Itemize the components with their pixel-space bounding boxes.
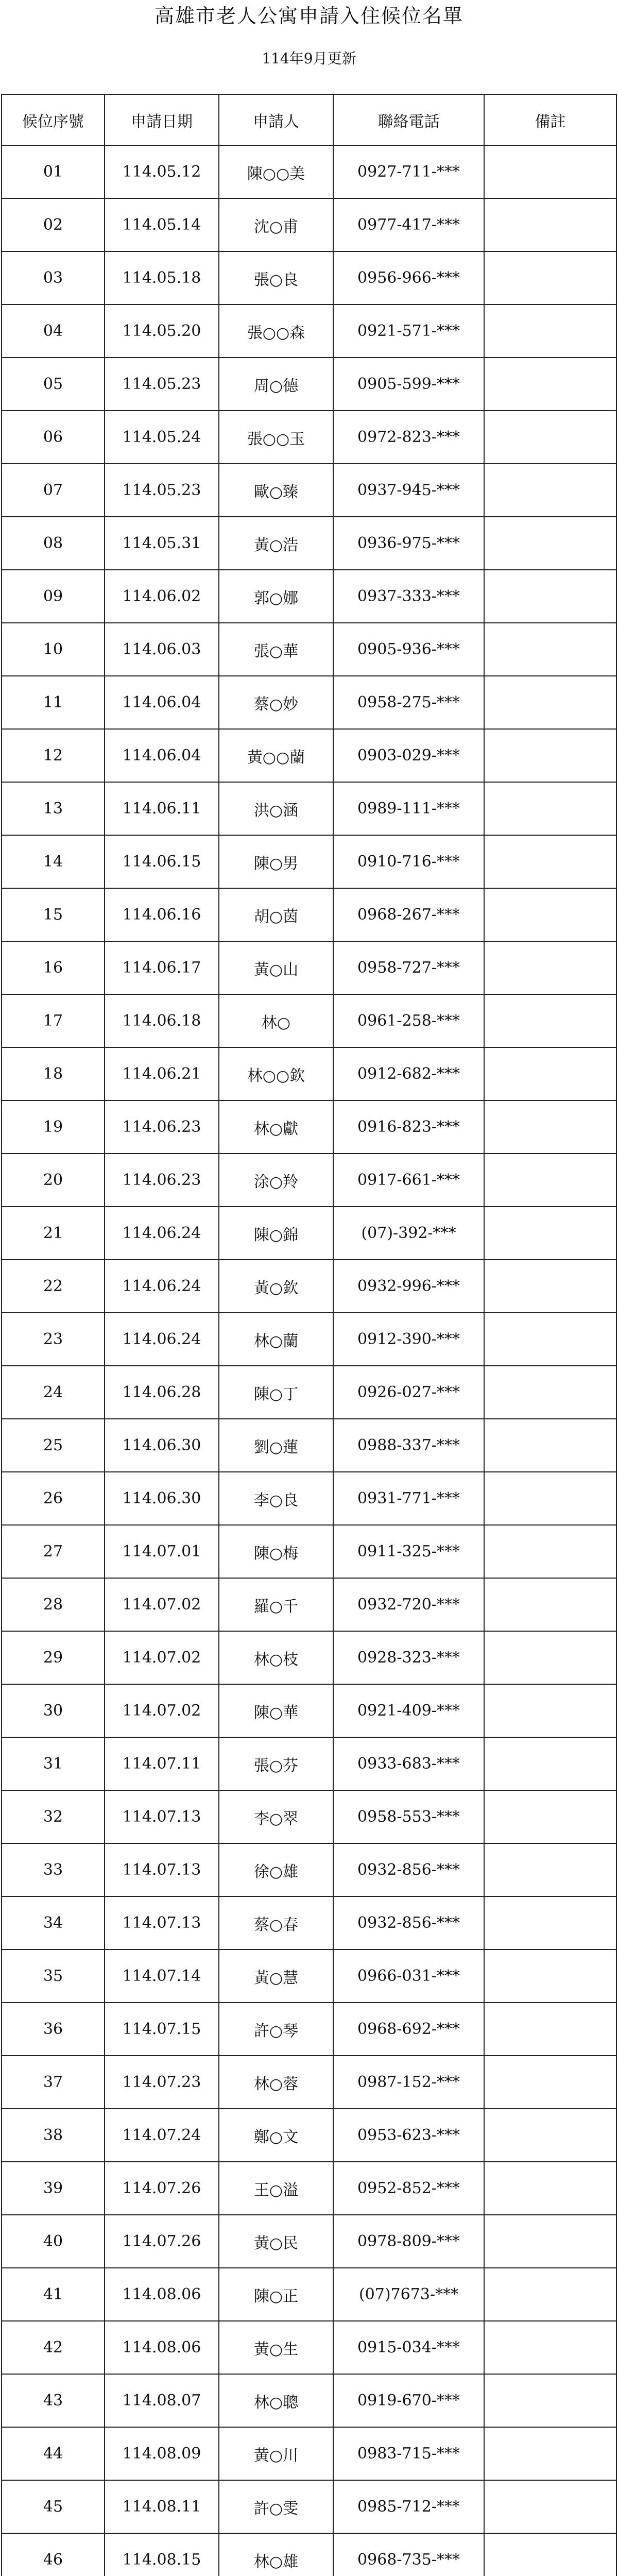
applicant-cell: 陳○華: [219, 1684, 333, 1737]
contact-phone-cell: 0961-258-***: [333, 994, 484, 1047]
table-row: [2, 1684, 616, 1737]
contact-phone-cell: 0932-996-***: [333, 1260, 484, 1313]
table-row: [2, 2374, 616, 2427]
queue-number-cell: 20: [2, 1154, 105, 1207]
table-row: [2, 835, 616, 888]
table-row: [2, 2427, 616, 2480]
contact-phone-cell: (07)7673-***: [333, 2268, 484, 2321]
application-date-cell: 114.07.01: [105, 1525, 219, 1578]
applicant-cell: 王○溢: [219, 2162, 333, 2215]
contact-phone-cell: 0933-683-***: [333, 1737, 484, 1790]
update-date-subtitle: 114年9月更新: [262, 50, 356, 67]
contact-phone-cell: 0968-735-***: [333, 2533, 484, 2576]
remarks-cell: [484, 1843, 616, 1896]
applicant-cell: 林○蓉: [219, 2056, 333, 2109]
remarks-cell: [484, 411, 616, 464]
applicant-cell: 歐○臻: [219, 464, 333, 517]
application-date-cell: 114.07.23: [105, 2056, 219, 2109]
table-row: [2, 1260, 616, 1313]
header-remarks: 備註: [484, 94, 616, 145]
remarks-cell: [484, 1472, 616, 1525]
queue-number-cell: 30: [2, 1684, 105, 1737]
table-row: [2, 623, 616, 676]
table-row: [2, 782, 616, 835]
remarks-cell: [484, 1207, 616, 1260]
remarks-cell: [484, 782, 616, 835]
contact-phone-cell: 0927-711-***: [333, 145, 484, 198]
queue-number-cell: 19: [2, 1100, 105, 1154]
contact-phone-cell: 0936-975-***: [333, 517, 484, 570]
remarks-cell: [484, 676, 616, 729]
queue-number-cell: 35: [2, 1950, 105, 2003]
queue-number-cell: 16: [2, 941, 105, 994]
remarks-cell: [484, 1737, 616, 1790]
queue-number-cell: 34: [2, 1896, 105, 1950]
application-date-cell: 114.07.02: [105, 1578, 219, 1631]
remarks-cell: [484, 304, 616, 358]
contact-phone-cell: 0903-029-***: [333, 729, 484, 782]
application-date-cell: 114.06.24: [105, 1313, 219, 1366]
applicant-cell: 陳○錦: [219, 1207, 333, 1260]
application-date-cell: 114.05.18: [105, 251, 219, 304]
contact-phone-cell: 0905-936-***: [333, 623, 484, 676]
table-body: [2, 145, 616, 2576]
application-date-cell: 114.06.02: [105, 570, 219, 623]
queue-number-cell: 14: [2, 835, 105, 888]
queue-number-cell: 06: [2, 411, 105, 464]
remarks-cell: [484, 2268, 616, 2321]
applicant-cell: 郭○娜: [219, 570, 333, 623]
remarks-cell: [484, 835, 616, 888]
application-date-cell: 114.07.13: [105, 1896, 219, 1950]
queue-number-cell: 29: [2, 1631, 105, 1684]
application-date-cell: 114.08.07: [105, 2374, 219, 2427]
queue-number-cell: 26: [2, 1472, 105, 1525]
applicant-cell: 徐○雄: [219, 1843, 333, 1896]
applicant-cell: 李○翠: [219, 1790, 333, 1843]
table-row: [2, 1100, 616, 1154]
contact-phone-cell: 0958-275-***: [333, 676, 484, 729]
queue-number-cell: 01: [2, 145, 105, 198]
application-date-cell: 114.07.15: [105, 2003, 219, 2056]
application-date-cell: 114.05.14: [105, 198, 219, 251]
application-date-cell: 114.06.16: [105, 888, 219, 941]
table-row: [2, 2321, 616, 2374]
table-row: [2, 888, 616, 941]
applicant-cell: 周○德: [219, 358, 333, 411]
contact-phone-cell: 0910-716-***: [333, 835, 484, 888]
table-row: [2, 2056, 616, 2109]
queue-number-cell: 43: [2, 2374, 105, 2427]
contact-phone-cell: 0985-712-***: [333, 2480, 484, 2533]
queue-number-cell: 42: [2, 2321, 105, 2374]
contact-phone-cell: 0912-390-***: [333, 1313, 484, 1366]
application-date-cell: 114.06.28: [105, 1366, 219, 1419]
remarks-cell: [484, 1578, 616, 1631]
remarks-cell: [484, 1260, 616, 1313]
table-row: [2, 145, 616, 198]
remarks-cell: [484, 888, 616, 941]
remarks-cell: [484, 2109, 616, 2162]
application-date-cell: 114.07.02: [105, 1684, 219, 1737]
queue-number-cell: 15: [2, 888, 105, 941]
applicant-cell: 蔡○妙: [219, 676, 333, 729]
application-date-cell: 114.07.14: [105, 1950, 219, 2003]
queue-number-cell: 02: [2, 198, 105, 251]
applicant-cell: 林○: [219, 994, 333, 1047]
contact-phone-cell: 0958-553-***: [333, 1790, 484, 1843]
contact-phone-cell: 0956-966-***: [333, 251, 484, 304]
application-date-cell: 114.06.24: [105, 1260, 219, 1313]
applicant-cell: 林○雄: [219, 2533, 333, 2576]
application-date-cell: 114.05.20: [105, 304, 219, 358]
remarks-cell: [484, 623, 616, 676]
applicant-cell: 林○○欽: [219, 1047, 333, 1100]
contact-phone-cell: 0968-692-***: [333, 2003, 484, 2056]
application-date-cell: 114.08.09: [105, 2427, 219, 2480]
header-application-date: 申請日期: [105, 94, 219, 145]
application-date-cell: 114.06.24: [105, 1207, 219, 1260]
remarks-cell: [484, 145, 616, 198]
waitlist-table: [1, 94, 617, 2576]
queue-number-cell: 27: [2, 1525, 105, 1578]
table-row: [2, 1896, 616, 1950]
application-date-cell: 114.07.26: [105, 2162, 219, 2215]
queue-number-cell: 25: [2, 1419, 105, 1472]
applicant-cell: 黃○浩: [219, 517, 333, 570]
contact-phone-cell: 0932-856-***: [333, 1896, 484, 1950]
application-date-cell: 114.06.23: [105, 1154, 219, 1207]
queue-number-cell: 12: [2, 729, 105, 782]
application-date-cell: 114.06.03: [105, 623, 219, 676]
table-row: [2, 1207, 616, 1260]
applicant-cell: 黃○慧: [219, 1950, 333, 2003]
contact-phone-cell: 0978-809-***: [333, 2215, 484, 2268]
contact-phone-cell: 0937-333-***: [333, 570, 484, 623]
applicant-cell: 黃○山: [219, 941, 333, 994]
table-row: [2, 2533, 616, 2576]
queue-number-cell: 10: [2, 623, 105, 676]
queue-number-cell: 45: [2, 2480, 105, 2533]
queue-number-cell: 18: [2, 1047, 105, 1100]
queue-number-cell: 11: [2, 676, 105, 729]
applicant-cell: 林○獻: [219, 1100, 333, 1154]
application-date-cell: 114.07.02: [105, 1631, 219, 1684]
table-row: [2, 1472, 616, 1525]
contact-phone-cell: 0972-823-***: [333, 411, 484, 464]
remarks-cell: [484, 941, 616, 994]
table-row: [2, 676, 616, 729]
applicant-cell: 蔡○春: [219, 1896, 333, 1950]
queue-number-cell: 28: [2, 1578, 105, 1631]
remarks-cell: [484, 517, 616, 570]
table-row: [2, 941, 616, 994]
application-date-cell: 114.07.24: [105, 2109, 219, 2162]
table-row: [2, 198, 616, 251]
contact-phone-cell: 0958-727-***: [333, 941, 484, 994]
remarks-cell: [484, 994, 616, 1047]
remarks-cell: [484, 2162, 616, 2215]
applicant-cell: 劉○蓮: [219, 1419, 333, 1472]
contact-phone-cell: 0905-599-***: [333, 358, 484, 411]
table-row: [2, 1790, 616, 1843]
queue-number-cell: 36: [2, 2003, 105, 2056]
table-row: [2, 1366, 616, 1419]
applicant-cell: 張○○玉: [219, 411, 333, 464]
table-row: [2, 729, 616, 782]
application-date-cell: 114.08.06: [105, 2321, 219, 2374]
contact-phone-cell: (07)-392-***: [333, 1207, 484, 1260]
table-row: [2, 2162, 616, 2215]
applicant-cell: 許○雯: [219, 2480, 333, 2533]
applicant-cell: 鄭○文: [219, 2109, 333, 2162]
remarks-cell: [484, 1047, 616, 1100]
applicant-cell: 陳○梅: [219, 1525, 333, 1578]
applicant-cell: 洪○涵: [219, 782, 333, 835]
contact-phone-cell: 0988-337-***: [333, 1419, 484, 1472]
application-date-cell: 114.06.15: [105, 835, 219, 888]
table-row: [2, 411, 616, 464]
queue-number-cell: 22: [2, 1260, 105, 1313]
queue-number-cell: 40: [2, 2215, 105, 2268]
table-row: [2, 2109, 616, 2162]
table-row: [2, 994, 616, 1047]
remarks-cell: [484, 198, 616, 251]
application-date-cell: 114.06.21: [105, 1047, 219, 1100]
contact-phone-cell: 0966-031-***: [333, 1950, 484, 2003]
table-header-row: [2, 94, 616, 145]
remarks-cell: [484, 2427, 616, 2480]
queue-number-cell: 23: [2, 1313, 105, 1366]
remarks-cell: [484, 1366, 616, 1419]
queue-number-cell: 41: [2, 2268, 105, 2321]
remarks-cell: [484, 2480, 616, 2533]
table-row: [2, 1578, 616, 1631]
contact-phone-cell: 0953-623-***: [333, 2109, 484, 2162]
table-row: [2, 1950, 616, 2003]
queue-number-cell: 17: [2, 994, 105, 1047]
application-date-cell: 114.07.26: [105, 2215, 219, 2268]
contact-phone-cell: 0915-034-***: [333, 2321, 484, 2374]
remarks-cell: [484, 2215, 616, 2268]
queue-number-cell: 32: [2, 1790, 105, 1843]
contact-phone-cell: 0932-856-***: [333, 1843, 484, 1896]
queue-number-cell: 04: [2, 304, 105, 358]
application-date-cell: 114.06.04: [105, 729, 219, 782]
application-date-cell: 114.06.30: [105, 1419, 219, 1472]
remarks-cell: [484, 251, 616, 304]
remarks-cell: [484, 1525, 616, 1578]
contact-phone-cell: 0937-945-***: [333, 464, 484, 517]
contact-phone-cell: 0987-152-***: [333, 2056, 484, 2109]
header-contact-phone: 聯絡電話: [333, 94, 484, 145]
contact-phone-cell: 0916-823-***: [333, 1100, 484, 1154]
table-row: [2, 2003, 616, 2056]
remarks-cell: [484, 2056, 616, 2109]
applicant-cell: 林○枝: [219, 1631, 333, 1684]
remarks-cell: [484, 464, 616, 517]
contact-phone-cell: 0932-720-***: [333, 1578, 484, 1631]
queue-number-cell: 09: [2, 570, 105, 623]
table-row: [2, 251, 616, 304]
table-row: [2, 1419, 616, 1472]
remarks-cell: [484, 1419, 616, 1472]
applicant-cell: 張○芬: [219, 1737, 333, 1790]
table-row: [2, 1525, 616, 1578]
header-queue-number: 候位序號: [2, 94, 105, 145]
applicant-cell: 陳○○美: [219, 145, 333, 198]
contact-phone-cell: 0917-661-***: [333, 1154, 484, 1207]
remarks-cell: [484, 570, 616, 623]
applicant-cell: 李○良: [219, 1472, 333, 1525]
contact-phone-cell: 0952-852-***: [333, 2162, 484, 2215]
queue-number-cell: 24: [2, 1366, 105, 1419]
contact-phone-cell: 0926-027-***: [333, 1366, 484, 1419]
contact-phone-cell: 0912-682-***: [333, 1047, 484, 1100]
table-row: [2, 358, 616, 411]
queue-number-cell: 37: [2, 2056, 105, 2109]
applicant-cell: 張○良: [219, 251, 333, 304]
table-row: [2, 304, 616, 358]
queue-number-cell: 31: [2, 1737, 105, 1790]
application-date-cell: 114.07.13: [105, 1790, 219, 1843]
table-row: [2, 1154, 616, 1207]
remarks-cell: [484, 729, 616, 782]
application-date-cell: 114.08.06: [105, 2268, 219, 2321]
applicant-cell: 胡○茵: [219, 888, 333, 941]
applicant-cell: 林○聰: [219, 2374, 333, 2427]
application-date-cell: 114.05.24: [105, 411, 219, 464]
remarks-cell: [484, 1684, 616, 1737]
applicant-cell: 沈○甫: [219, 198, 333, 251]
queue-number-cell: 21: [2, 1207, 105, 1260]
application-date-cell: 114.06.17: [105, 941, 219, 994]
table-row: [2, 1047, 616, 1100]
application-date-cell: 114.08.11: [105, 2480, 219, 2533]
application-date-cell: 114.05.23: [105, 358, 219, 411]
table-row: [2, 2215, 616, 2268]
remarks-cell: [484, 1631, 616, 1684]
document-title: 高雄市老人公寓申請入住候位名單: [154, 5, 464, 27]
contact-phone-cell: 0928-323-***: [333, 1631, 484, 1684]
table-row: [2, 1843, 616, 1896]
application-date-cell: 114.06.30: [105, 1472, 219, 1525]
application-date-cell: 114.06.11: [105, 782, 219, 835]
queue-number-cell: 44: [2, 2427, 105, 2480]
applicant-cell: 陳○正: [219, 2268, 333, 2321]
contact-phone-cell: 0968-267-***: [333, 888, 484, 941]
applicant-cell: 黃○欽: [219, 1260, 333, 1313]
applicant-cell: 張○○森: [219, 304, 333, 358]
application-date-cell: 114.06.23: [105, 1100, 219, 1154]
queue-number-cell: 07: [2, 464, 105, 517]
applicant-cell: 陳○男: [219, 835, 333, 888]
remarks-cell: [484, 2321, 616, 2374]
queue-number-cell: 05: [2, 358, 105, 411]
remarks-cell: [484, 2533, 616, 2576]
remarks-cell: [484, 1313, 616, 1366]
queue-number-cell: 38: [2, 2109, 105, 2162]
application-date-cell: 114.07.13: [105, 1843, 219, 1896]
contact-phone-cell: 0921-409-***: [333, 1684, 484, 1737]
queue-number-cell: 08: [2, 517, 105, 570]
remarks-cell: [484, 2003, 616, 2056]
application-date-cell: 114.08.15: [105, 2533, 219, 2576]
table-row: [2, 517, 616, 570]
applicant-cell: 張○華: [219, 623, 333, 676]
applicant-cell: 陳○丁: [219, 1366, 333, 1419]
applicant-cell: 黃○川: [219, 2427, 333, 2480]
application-date-cell: 114.05.12: [105, 145, 219, 198]
applicant-cell: 黃○○蘭: [219, 729, 333, 782]
applicant-cell: 黃○民: [219, 2215, 333, 2268]
queue-number-cell: 46: [2, 2533, 105, 2576]
application-date-cell: 114.07.11: [105, 1737, 219, 1790]
contact-phone-cell: 0977-417-***: [333, 198, 484, 251]
remarks-cell: [484, 1154, 616, 1207]
contact-phone-cell: 0921-571-***: [333, 304, 484, 358]
applicant-cell: 黃○生: [219, 2321, 333, 2374]
applicant-cell: 許○琴: [219, 2003, 333, 2056]
applicant-cell: 林○蘭: [219, 1313, 333, 1366]
contact-phone-cell: 0983-715-***: [333, 2427, 484, 2480]
header-applicant: 申請人: [219, 94, 333, 145]
remarks-cell: [484, 1100, 616, 1154]
applicant-cell: 涂○羚: [219, 1154, 333, 1207]
application-date-cell: 114.05.23: [105, 464, 219, 517]
contact-phone-cell: 0989-111-***: [333, 782, 484, 835]
queue-number-cell: 13: [2, 782, 105, 835]
contact-phone-cell: 0919-670-***: [333, 2374, 484, 2427]
remarks-cell: [484, 1950, 616, 2003]
remarks-cell: [484, 1790, 616, 1843]
queue-number-cell: 33: [2, 1843, 105, 1896]
table-row: [2, 570, 616, 623]
table-row: [2, 1313, 616, 1366]
application-date-cell: 114.06.04: [105, 676, 219, 729]
applicant-cell: 羅○千: [219, 1578, 333, 1631]
table-row: [2, 2480, 616, 2533]
application-date-cell: 114.05.31: [105, 517, 219, 570]
contact-phone-cell: 0931-771-***: [333, 1472, 484, 1525]
remarks-cell: [484, 358, 616, 411]
queue-number-cell: 39: [2, 2162, 105, 2215]
table-row: [2, 2268, 616, 2321]
queue-number-cell: 03: [2, 251, 105, 304]
remarks-cell: [484, 1896, 616, 1950]
contact-phone-cell: 0911-325-***: [333, 1525, 484, 1578]
application-date-cell: 114.06.18: [105, 994, 219, 1047]
table-row: [2, 1631, 616, 1684]
remarks-cell: [484, 2374, 616, 2427]
table-row: [2, 464, 616, 517]
table-row: [2, 1737, 616, 1790]
